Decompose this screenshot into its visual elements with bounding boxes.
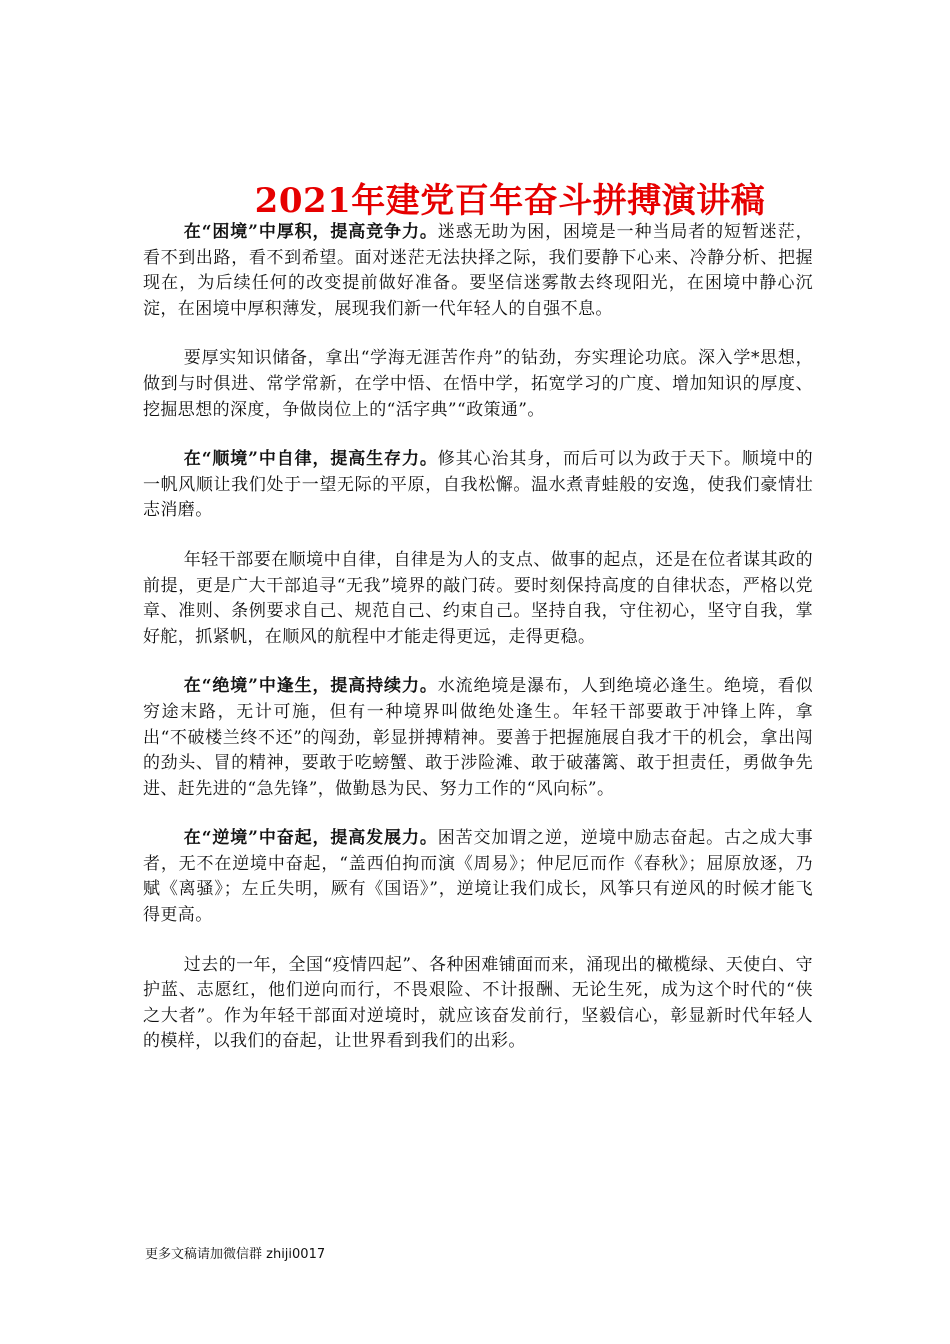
paragraph-lead: 在“顺境”中自律，提高生存力。 (183, 449, 438, 470)
paragraph-7 (143, 953, 813, 1055)
paragraph-6 (143, 826, 813, 928)
paragraph-text: 困苦交加谓之逆，逆境中励志奋起。古之成大事者，无不在逆境中奋起，“盖西伯拘而演《周易》；仲尼厄而作《春秋》；屈原放逐，乃赋《离骚》；左丘失明，厥有《国语》”，逆境让我们成长，风筝只有逆风的时候才能飞得更高。 (143, 828, 813, 926)
document-body (143, 220, 813, 1079)
paragraph-text: 水流绝境是瀑布，人到绝境必逢生。绝境，看似穷途末路，无计可施，但有一种境界叫做绝处逢生。年轻干部要敢于冲锋上阵，拿出“不破楼兰终不还”的闯劲，彰显拼搏精神。要善于把握施展自我才干的机会，拿出闯的劲头、冒的精神，要敢于吃螃蟹、敢于涉险滩、敢于破藩篱、敢于担责任，勇做争先进、赶先进的“急先锋”，做勤恳为民、努力工作的“风向标”。 (143, 676, 813, 799)
footer-note: 更多文稿请加微信群 zhiji0017 (145, 1247, 326, 1262)
paragraph-lead: 在“逆境”中奋起，提高发展力。 (183, 828, 438, 849)
paragraph-3 (143, 447, 813, 524)
paragraph-text: 要厚实知识储备，拿出“学海无涯苦作舟”的钻劲，夯实理论功底。深入学*思想，做到与时俱进、常学常新，在学中悟、在悟中学，拓宽学习的广度、增加知识的厚度、挖掘思想的深度，争做岗位上的“活字典”“政策通”。 (143, 348, 813, 420)
paragraph-text: 过去的一年，全国“疫情四起”、各种困难铺面而来，涌现出的橄榄绿、天使白、守护蓝、志愿红，他们逆向而行，不畏艰险、不计报酬、无论生死，成为这个时代的“侠之大者”。作为年轻干部面对逆境时，就应该奋发前行，坚毅信心，彰显新时代年轻人的模样，以我们的奋起，让世界看到我们的出彩。 (143, 954, 813, 1052)
paragraph-lead: 在“困境”中厚积，提高竞争力。 (183, 222, 438, 242)
page-title: 2021年建党百年奋斗拼搏演讲稿 (254, 180, 766, 221)
paragraph-1 (143, 220, 813, 322)
paragraph-text: 迷惑无助为困，困境是一种当局者的短暂迷茫，看不到出路，看不到希望。面对迷茫无法抉择之际，我们要静下心来、冷静分析、把握现在，为后续任何的改变提前做好准备。要坚信迷雾散去终现阳光，在困境中静心沉淀，在困境中厚积薄发，展现我们新一代年轻人的自强不息。 (143, 222, 813, 319)
paragraph-text: 修其心治其身，而后可以为政于天下。顺境中的一帆风顺让我们处于一望无际的平原，自我松懈。温水煮青蛙般的安逸，使我们豪情壮志消磨。 (143, 449, 813, 521)
paragraph-4 (143, 548, 813, 650)
paragraph-text: 年轻干部要在顺境中自律，自律是为人的支点、做事的起点，还是在位者谋其政的前提，更是广大干部追寻“无我”境界的敲门砖。要时刻保持高度的自律状态，严格以党章、准则、条例要求自己、规范自己、约束自己。坚持自我，守住初心，坚守自我，掌好舵，抓紧帆，在顺风的航程中才能走得更远，走得更稳。 (143, 549, 813, 647)
paragraph-lead: 在“绝境”中逢生，提高持续力。 (183, 676, 438, 697)
paragraph-5 (143, 674, 813, 802)
paragraph-2 (143, 346, 813, 423)
